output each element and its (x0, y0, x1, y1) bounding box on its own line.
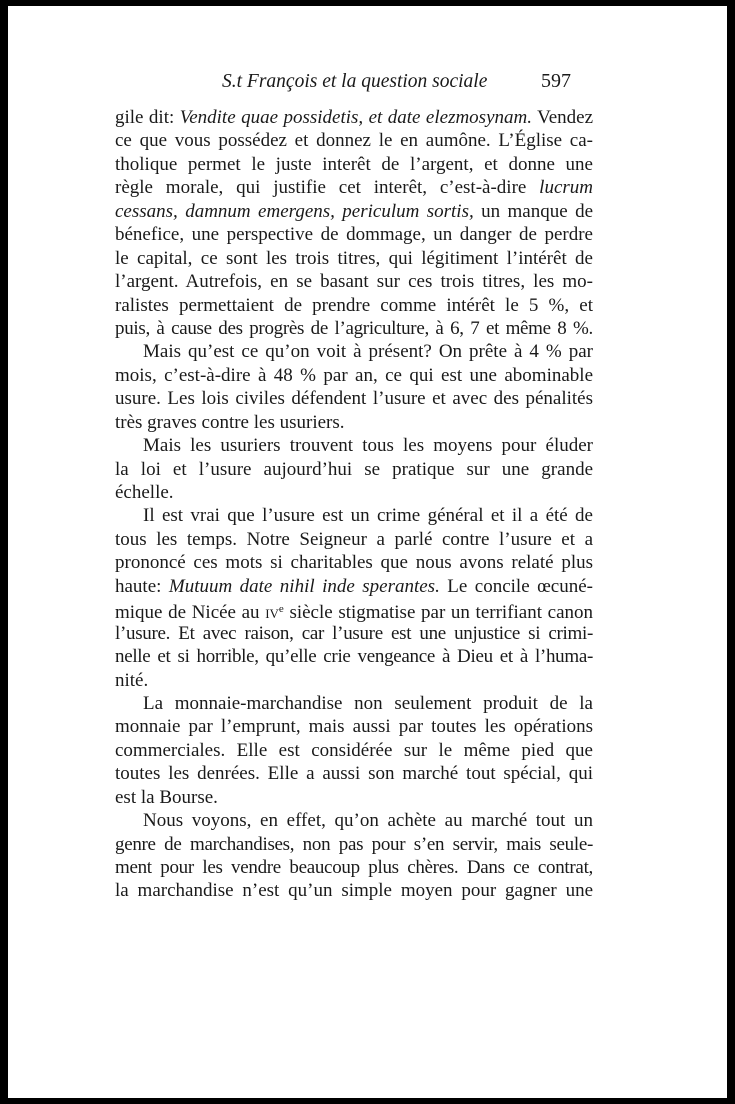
text-line: puis, à cause des progrès de l’agriculture, à 6, 7 et même 8 %. (115, 317, 593, 339)
paragraph-2 (115, 340, 593, 434)
text-line: Mais les usuriers trouvent tous les moyens pour éluder (143, 435, 593, 457)
text-line: le capital, ce sont les trois titres, qui légitiment l’intérêt de (115, 247, 593, 269)
text-run: Le concile œcuné- (439, 575, 593, 597)
text-line (115, 575, 593, 598)
text-line: usure. Les lois civiles défendent l’usure et avec des pénalités (115, 388, 593, 410)
text-line: commerciales. Elle est considérée sur le même pied que (115, 739, 593, 761)
text-line: monnaie par l’emprunt, mais aussi par toutes les opérations (115, 716, 593, 738)
text-line: bénefice, une perspective de dommage, un danger de perdre (115, 224, 593, 246)
text-line: genre de marchandises, non pas pour s’en servir, mais seule- (115, 833, 593, 855)
text-line: très graves contre les usuriers. (115, 411, 345, 433)
text-line: l’argent. Autrefois, en se basant sur ces trois titres, les mo- (115, 271, 593, 293)
text-line: Nous voyons, en effet, qu’on achète au marché tout un (143, 810, 593, 832)
ordinal-suffix: e (278, 603, 284, 616)
body-text (115, 106, 593, 903)
text-line: ralistes permettaient de prendre comme intérêt le 5 %, et (115, 294, 593, 316)
text-run: un manque de (473, 200, 594, 222)
book-page (8, 6, 727, 1098)
text-line: la marchandise n’est qu’un simple moyen pour gagner une (115, 880, 593, 902)
century-numeral: iv (265, 602, 279, 624)
text-line (115, 176, 593, 199)
latin-term: lucrum (539, 177, 593, 199)
text-line: La monnaie-marchandise non seulement produit de la (143, 692, 593, 714)
text-line: tholique permet le juste interêt de l’argent, et donne une (115, 153, 593, 175)
latin-term: cessans, damnum emergens, periculum sortis, (115, 200, 474, 222)
paragraph-1 (115, 106, 593, 340)
page-number: 597 (541, 70, 571, 92)
text-run: règle morale, qui justifie cet interêt, c’est-à-dire (115, 177, 540, 199)
text-run: Vendez (531, 107, 593, 128)
text-line: nité. (115, 669, 149, 691)
text-run: mique de Nicée au (115, 602, 266, 624)
text-line (115, 598, 594, 624)
text-line (115, 200, 593, 223)
paragraph-3 (115, 434, 593, 504)
text-line: nelle et si horrible, qu’elle crie vengeance à Dieu et à l’huma- (115, 646, 593, 668)
text-line: prononcé ces mots si charitables que nous avons relaté plus (115, 552, 593, 574)
text-line: ce que vous possédez et donnez le en aumône. L’Église ca- (115, 130, 593, 152)
text-line (115, 106, 593, 129)
running-title: S.t François et la question sociale (222, 71, 488, 92)
paragraph-4 (115, 504, 593, 692)
text-line: mois, c’est-à-dire à 48 % par an, ce qui est une abominable (115, 364, 593, 386)
text-line: toutes les denrées. Elle a aussi son marché tout spécial, qui (115, 763, 593, 785)
text-run: siècle stigmatise par un terrifiant canon (283, 602, 594, 624)
paragraph-6 (115, 809, 593, 903)
latin-quote: Vendite quae possidetis, et date elezmosynam. (179, 107, 532, 128)
latin-quote: Mutuum date nihil inde sperantes. (168, 575, 440, 597)
paragraph-5 (115, 692, 593, 809)
text-run: gile dit: (115, 107, 180, 128)
text-line: ment pour les vendre beaucoup plus chères. Dans ce contrat, (115, 857, 593, 878)
text-line: l’usure. Et avec raison, car l’usure est une unjustice si crimi- (115, 622, 593, 644)
text-line: la loi et l’usure aujourd’hui se pratique sur une grande (115, 458, 593, 480)
page-header (8, 64, 727, 98)
text-run: haute: (115, 575, 169, 597)
text-line: Mais qu’est ce qu’on voit à présent? On prête à 4 % par (143, 341, 593, 363)
text-line: échelle. (115, 482, 174, 503)
text-line: tous les temps. Notre Seigneur a parlé contre l’usure et a (115, 528, 593, 550)
text-line: Il est vrai que l’usure est un crime général et il a été de (143, 505, 593, 527)
text-line: est la Bourse. (115, 786, 218, 808)
